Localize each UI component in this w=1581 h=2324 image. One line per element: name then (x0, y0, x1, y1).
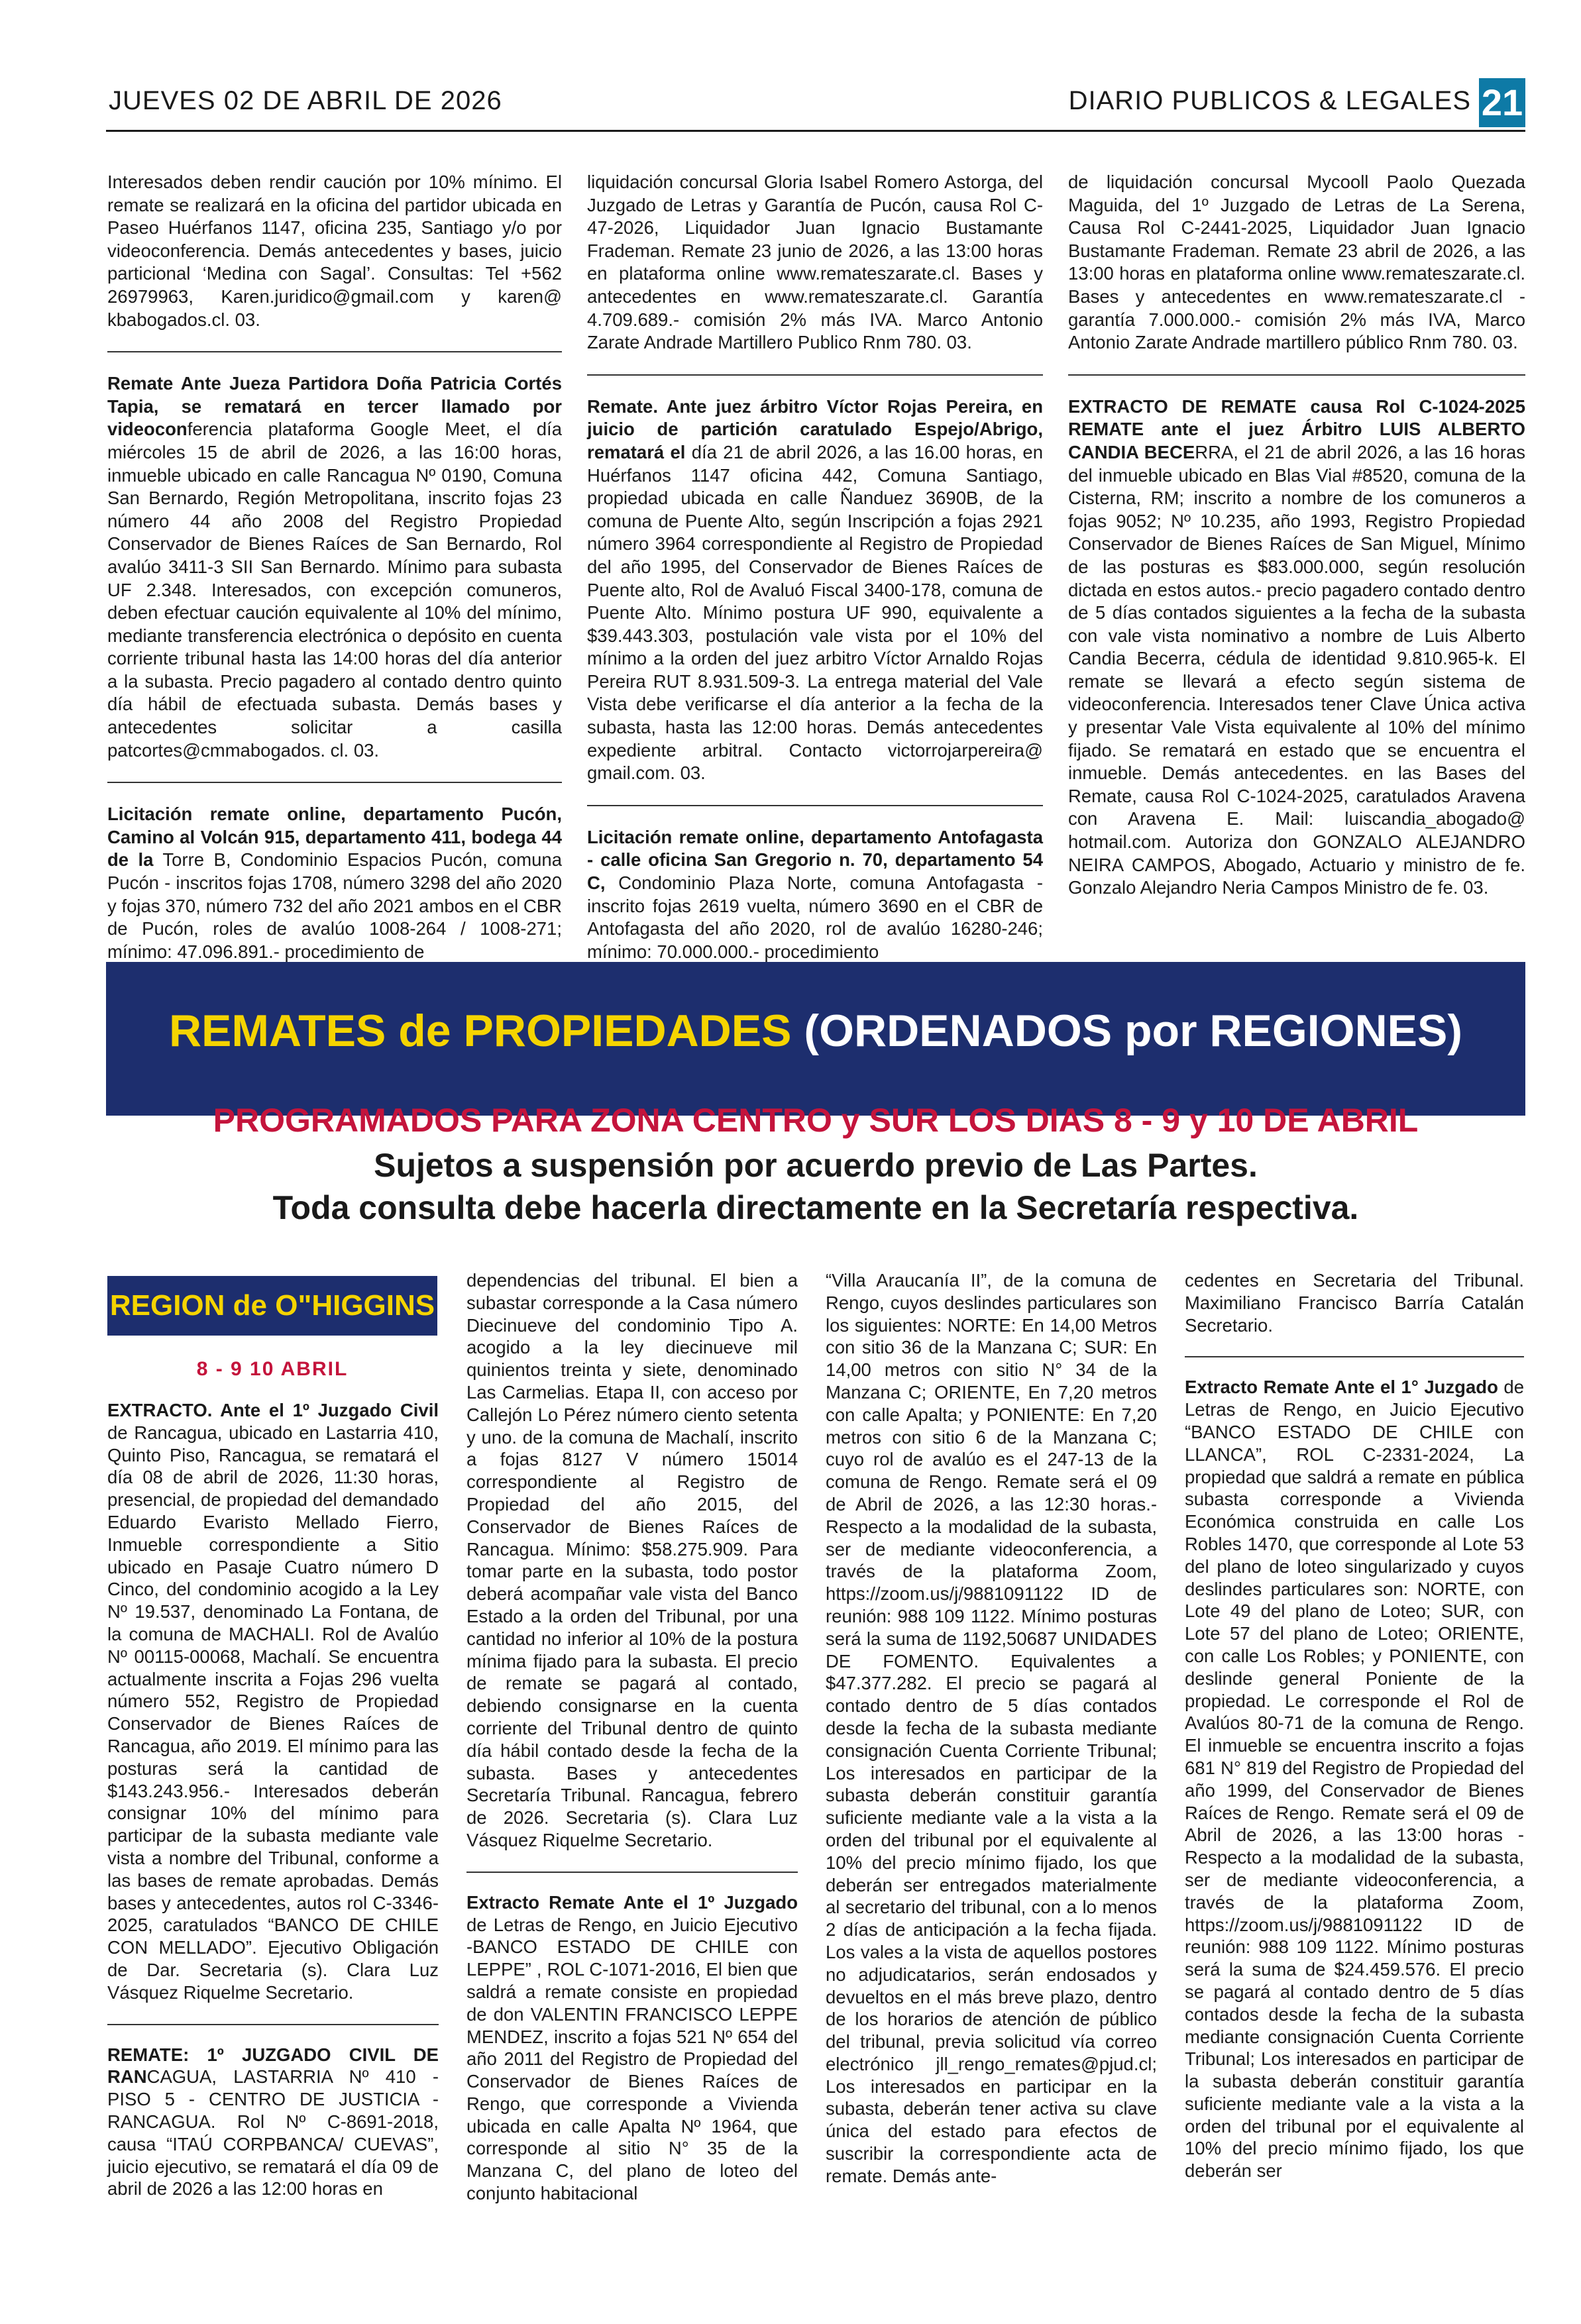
notice (1068, 396, 1525, 900)
region-label: REGION de O"HIGGINS (107, 1276, 437, 1336)
notice-heading: REMATE: 1º JUZGADO CIVIL DE RAN (107, 2044, 439, 2087)
notice-body: RRA, el 21 de abril 2026, a las 16 horas del inmueble ubicado en Blas Vial #8520, comuna de la Cisterna, RM; inscrito a nombre de los comuneros a fojas 9052; Nº 10.235, año 1993, Registro Propiedad Conservador de Bienes Raíces de San Miguel, Mínimo de las posturas es $83.000.000, según resolución dictada en estos autos.- precio pagadero contado dentro de 5 días contados siguientes a la fecha de la subasta con vale vista nominativo a nombre de Luis Alberto Candia Becerra, cédula de identidad 9.810.965-k. El remate se llevará a efecto según sistema de videoconferencia. Interesados tener Clave Única activa y presentar Vale Vista equivalente al 10% del mínimo fijado. Se rematará en estado que se encuentra el inmueble. Demás antecedentes. en las Bases del Remate, causa Rol C-1024-2025, caratulados Aravena con Aravena E. Mail: luiscandia_abogado@ hotmail.com. Autoriza don GONZALO ALEJANDRO NEIRA CAMPOS, Abogado, Actuario y ministro de fe. Gonzalo Alejandro Neria Campos Ministro de fe. 03. (1068, 441, 1525, 898)
notice-text: cedentes en Secretaria del Tribunal. Maximiliano Francisco Barría Catalán Secretario. (1185, 1270, 1524, 1336)
notice-text: “Villa Araucanía II”, de la comuna de Rengo, cuyos deslindes particulares son los siguientes: NORTE: En 14,00 Metros con sitio 36 de la Manzana C; SUR: En 14,00 metros con sitio N° 34 de la Manzana C; ORIENTE, En 7,20 metros con calle Apalta; y PONIENTE: En 7,20 metros con sitio 6 de la Manzana C; cuyo rol de avalúo es el 247-13 de la comuna de Rengo. Remate será el 09 de Abril de 2026, a las 12:30 horas.- Respecto a la modalidad de la subasta, ser de mediante videoconferencia, a través de la plataforma Zoom, https://zoom.us/j/9881091122 ID de reunión: 988 109 1122. Mínimo posturas será la suma de 1192,50687 UNIDADES DE FOMENTO. Equivalentes a $47.377.282. El precio se pagará al contado dentro de 5 días contados desde la fecha de la subasta mediante consignación Cuenta Corriente Tribunal; Los interesados en participar de la subasta deberán constituir garantía suficiente mediante vale a la vista a la orden del tribunal por el equivalente al 10% del precio mínimo fijado, los que deberán ser entregados materialmente al secretario del tribunal, con a lo menos 2 días de anticipación a la fecha fijada. Los vales a la vista de aquellos postores no adjudicatarios, serán endosados y devueltos en el más breve plazo, dentro de los horarios de atención de público del tribunal, previa solicitud vía correo electrónico jll_rengo_remates@pjud.cl; Los interesados en participar en la subasta, deberán tener activa su clave única del estado para efectos de suscribir la correspondiente acta de remate. Demás ante- (826, 1270, 1157, 2186)
notice-body: día 21 de abril 2026, a las 16.00 horas, en Huérfanos 1147 oficina 442, Comuna Santiago, propiedad ubicada en calle Ñanduez 3690B, de la comuna de Puente Alto, según Inscripción a fojas 2921 número 3964 correspondiente al Registro de Propiedad del año 1995, del Conservador de Bienes Raíces de Puente alto, Rol de Avaluó Fiscal 3400-178, comuna de Puente Alto. Mínimo postura UF 990, equivalente a $39.443.303, postulación vale vista por el 10% del mínimo a la orden del juez arbitro Víctor Arnaldo Rojas Pereira RUT 8.931.509-3. La entrega material del Vale Vista debe verificarse el día anterior a la fecha de la subasta, hasta las 12:00 horas. Demás antecedentes expediente arbitral. Contacto victorrojarpereira@ gmail.com. 03. (587, 441, 1043, 784)
notice (107, 1399, 439, 2004)
consultation-notice: Toda consulta debe hacerla directamente en la Secretaría respectiva. (272, 1189, 1359, 1226)
schedule-subtitle: PROGRAMADOS PARA ZONA CENTRO y SUR LOS DIAS 8 - 9 y 10 DE ABRIL (213, 1102, 1419, 1139)
notice-body: ferencia plataforma Google Meet, el día miércoles 15 de abril de 2026, a las 16:00 horas, inmueble ubicado en calle Rancagua Nº 0190, Comuna San Bernardo, Región Metropolitana, inscrito fojas 23 número 44 año 2008 del Registro Propiedad Conservador de Bienes Raíces de San Bernardo, Rol avalúo 3411-3 SII San Bernardo. Mínimo para subasta UF 2.348. Interesados, con excepción comuneros, deben efectuar caución equivalente al 10% del mínimo, mediante transferencia electrónica o depósito en cuenta corriente tribunal hasta las 14:00 horas del día anterior a la subasta. Precio pagadero al contado dentro quinto día hábil de efectuada subasta. Demás bases y antecedentes solicitar a casilla patcortes@cmmabogados. cl. 03. (107, 419, 562, 761)
divider (587, 805, 1043, 806)
notice-heading: Licitación remate online, departamento Pucón, Camino al Volcán 915, departamento 411, bodega 44 de la (107, 804, 562, 871)
notice-heading: Extracto Remate Ante el 1º Juzgado (466, 1891, 798, 1913)
notice-body: de Rancagua, ubicado en Lastarria 410, Quinto Piso, Rancagua, se rematará el día 08 de abril de 2026, 11:30 horas, presencial, de propiedad del demandado Eduardo Evaristo Mellado Fierro, Inmueble correspondiente a Sitio ubicado en Pasaje Cuatro número D Cinco, del condominio acogido a la Ley Nº 19.537, denominado La Fontana, de la comuna de MACHALI. Rol de Avalúo Nº 00115-00068, Machalí. Se encuentra actualmente inscrita a Fojas 296 vuelta número 552, Registro de Propiedad Conservador de Bienes Raíces de Rancagua, año 2019. El mínimo para las posturas será la cantidad de $143.243.956.- Interesados deberán consignar 10% del mínimo para participar de la subasta mediante vale vista a nombre del Tribunal, conforme a las bases de remate aprobadas. Demás bases y antecedentes, autos rol C-3346-2025, caratulados “BANCO DE CHILE CON MELLADO”. Ejecutivo Obligación de Dar. Secretaria (s). Clara Luz Vásquez Riquelme Secretario. (107, 1422, 439, 2003)
notice-body: Torre B, Condominio Espacios Pucón, comuna Pucón - inscritos fojas 1708, número 3298 del año 2020 y fojas 370, número 732 del año 2021 ambos en el CBR de Pucón, roles de avalúo 1008-264 / 1008-271; mínimo: 47.096.891.- procedimiento de (107, 849, 562, 962)
banner-title-secondary: (ORDENADOS por REGIONES) (804, 1006, 1463, 1056)
bottom-column-4 (1185, 1269, 1524, 2209)
notice (107, 372, 562, 762)
divider (107, 351, 562, 352)
notice-text: dependencias del tribunal. El bien a subastar corresponde a la Casa número Diecinueve del condominio Tipo A. acogido a la ley diecinueve mil quinientos treinta y siete, denominado Las Carmelias. Etapa II, con acceso por Callejón Lo Pérez número ciento setenta y uno. de la comuna de Machalí, inscrito a fojas 8127 V número 15014 correspondiente al Registro de Propiedad del año 2015, del Conservador de Bienes Raíces de Rancagua. Mínimo: $58.275.909. Para tomar parte en la subasta, todo postor deberá acompañar vale vista del Banco Estado a la orden del Tribunal, por una cantidad no inferior al 10% de la postura mínima fijado para la subasta. El precio de remate se pagará al contado, debiendo consignarse en la cuenta corriente del Tribunal dentro de quinto día hábil contado desde la fecha de la subasta. Bases y antecedentes Secretaría Tribunal. Rancagua, febrero de 2026. Secretaria (s). Clara Luz Vásquez Riquelme Secretario. (466, 1270, 798, 1850)
suspension-notice: Sujetos a suspensión por acuerdo previo de Las Partes. (374, 1147, 1258, 1184)
notice (466, 1891, 798, 2205)
divider (466, 1872, 798, 1873)
newspaper-title: DIARIO PUBLICOS & LEGALES (1068, 86, 1471, 115)
top-column-2 (587, 171, 1043, 990)
notice-heading: Remate Ante Jueza Partidora Doña Patricia Cortés Tapia, se rematará en tercer llamado por videocon (107, 373, 562, 440)
bottom-column-2 (466, 1269, 798, 2231)
notice-body: CAGUA, LASTARRIA Nº 410 - PISO 5 - CENTRO DE JUSTICIA -RANCAGUA. Rol Nº C-8691-2018, causa “ITAÚ CORPBANCA/ CUEVAS”, juicio ejecutivo, se rematará el día 09 de abril de 2026 a las 12:00 horas en (107, 2066, 439, 2199)
page-number: 21 (1479, 78, 1525, 127)
header-date: JUEVES 02 DE ABRIL DE 2026 (109, 86, 502, 115)
notice-body: Condominio Plaza Norte, comuna Antofagasta - inscrito fojas 2619 vuelta, número 3690 en el CBR de Antofagasta del año 2020, rol de avalúo 16280-246; mínimo: 70.000.000.- procedimiento (587, 872, 1043, 962)
notice (587, 396, 1043, 785)
notice-text: liquidación concursal Gloria Isabel Romero Astorga, del Juzgado de Letras y Garantía de Pucón, causa Rol C-47-2026, Liquidador Juan Ignacio Bustamante Frademan. Remate 23 junio de 2026, a las 13:00 horas en plataforma online www.remateszarate.cl. Bases y antecedentes en www.remateszarate.cl. Garantía 4.709.689.- comisión 2% más IVA. Marco Antonio Zarate Andrade Martillero Publico Rnm 780. 03. (587, 172, 1043, 353)
notice (107, 2044, 439, 2201)
notice-heading: Extracto Remate Ante el 1° Juzgado (1185, 1377, 1498, 1398)
banner-title-main: REMATES de PROPIEDADES (168, 1006, 792, 1056)
bottom-column-1 (107, 1399, 439, 2227)
notice-heading: EXTRACTO DE REMATE causa Rol C-1024-2025 REMATE ante el juez Árbitro LUIS ALBERTO CANDIA BECE (1068, 396, 1525, 462)
notice-heading: Remate. Ante juez árbitro Víctor Rojas Pereira, en juicio de partición caratulado Espejo/Abrigo, rematará el (587, 396, 1043, 462)
notice (107, 803, 562, 963)
notice-text: de liquidación concursal Mycooll Paolo Quezada Maguida, del 1º Juzgado de Letras de La Serena, Causa Rol C-2441-2025, Liquidador Juan Ignacio Bustamante Frademan. Remate 23 abril de 2026, a las 13:00 horas en plataforma online www.remateszarate.cl. Bases y antecedentes en www.remateszarate.cl - garantía 7.000.000.- comisión 2% más IVA, Marco Antonio Zarate Andrade martillero público Rnm 780. 03. (1068, 172, 1525, 353)
notice-text: Interesados deben rendir caución por 10% mínimo. El remate se realizará en la oficina del partidor ubicada en Paseo Huérfanos 1147, oficina 235, Santiago y/o por videoconferencia. Demás antecedentes y bases, juicio particional ‘Medina con Sagal’. Consultas: Tel +562 26979963, Karen.juridico@gmail.com y karen@ kbabogados.cl. 03. (107, 172, 562, 330)
region-dates: 8 - 9 10 ABRIL (196, 1358, 349, 1380)
divider (107, 782, 562, 783)
bottom-column-3 (826, 1269, 1157, 2214)
top-column-1 (107, 171, 562, 990)
divider (587, 374, 1043, 376)
top-column-3 (1068, 171, 1525, 926)
divider (107, 2024, 439, 2025)
notice-heading: Licitación remate online, departamento Antofagasta - calle oficina San Gregorio n. 70, departamento 54 C, (587, 826, 1043, 894)
notice (587, 826, 1043, 964)
notice-heading: EXTRACTO. Ante el 1º Juzgado Civil (107, 1400, 439, 1420)
notice-body: de Letras de Rengo, en Juicio Ejecutivo -BANCO ESTADO DE CHILE con LEPPE” , ROL C-1071-2016, El bien que saldrá a remate consiste en propiedad de don VALENTIN FRANCISCO LEPPE MENDEZ, inscrito a fojas 521 Nº 654 del año 2011 del Registro de Propiedad del Conservador de Bienes Raíces de Rengo, que corresponde a Vivienda ubicada en calle Apalta Nº 1964, que corresponde al sitio N° 35 de la Manzana C, del plano de loteo del conjunto habitacional (466, 1914, 798, 2204)
notice-body: de Letras de Rengo, en Juicio Ejecutivo “BANCO ESTADO DE CHILE con LLANCA”, ROL C-2331-2024, La propiedad que saldrá a remate en pública subasta corresponde a Vivienda Económica construida en calle Los Robles 1470, que corresponde al Lote 53 del plano de loteo singularizado y cuyos deslindes particulares son: NORTE, con Lote 49 del plano de Loteo; SUR, con Lote 57 del plano de Loteo; ORIENTE, con calle Los Robles; y PONIENTE, con deslinde general Poniente de la propiedad. Le corresponde el Rol de Avalúos 80-71 de la comuna de Rengo. El inmueble se encuentra inscrito a fojas 681 N° 819 del Registro de Propiedad del año 1999, del Conservador de Bienes Raíces de Rengo. Remate será el 09 de Abril de 2026, a las 13:00 horas - Respecto a la modalidad de la subasta, ser de mediante videoconferencia, a través de la plataforma Zoom, https://zoom.us/j/9881091122 ID de reunión: 988 109 1122. Mínimo posturas será la suma de $24.459.576. El precio se pagará al contado dentro de 5 días contados desde la fecha de la subasta mediante consignación Cuenta Corriente Tribunal; Los interesados en participar de la subasta deberán constituir garantía suficiente mediante vale a la vista a la orden del tribunal por el equivalente al 10% del precio mínimo fijado, los que deberán ser (1185, 1377, 1524, 2182)
banner-title (106, 991, 1525, 1071)
divider (1185, 1356, 1524, 1357)
notice (1185, 1376, 1524, 2182)
section-banner (106, 962, 1525, 1116)
divider (1068, 374, 1525, 376)
page-header (106, 81, 1525, 132)
